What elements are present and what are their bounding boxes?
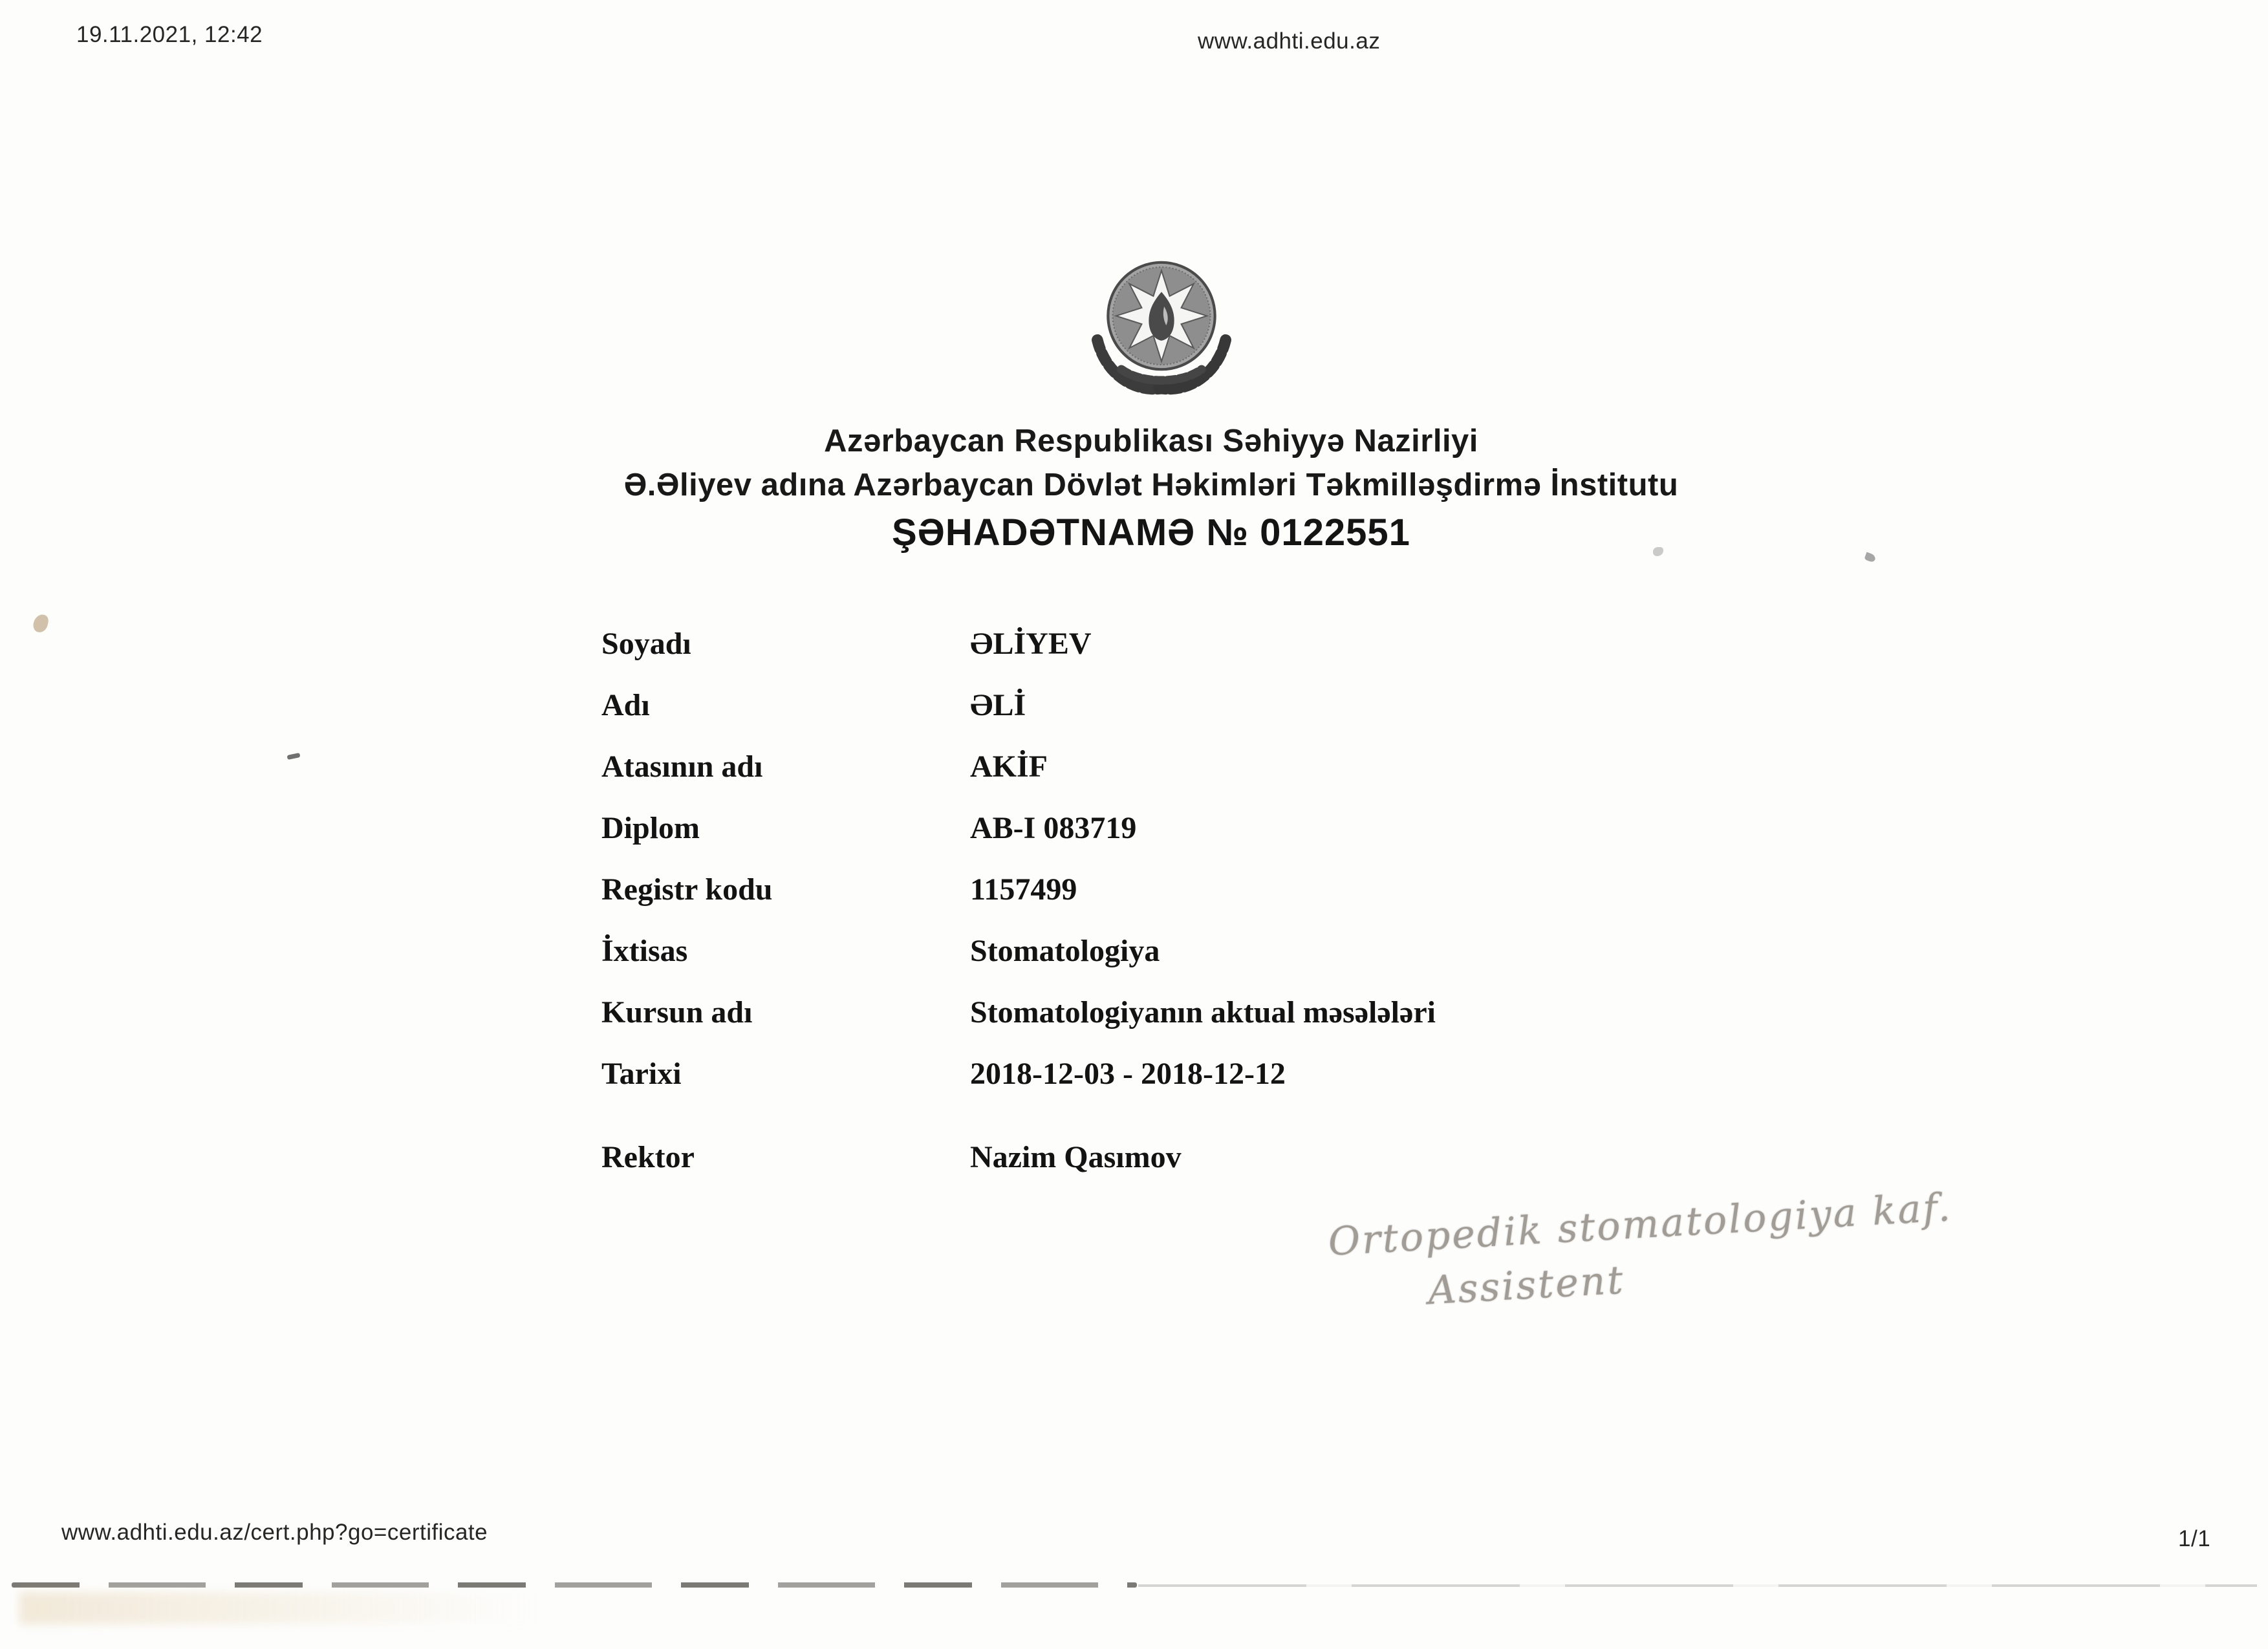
- certificate-title: ŞƏHADƏTNAMƏ № 0122551: [892, 512, 1410, 554]
- field-label: Rektor: [601, 1140, 695, 1174]
- field-row-dates: [601, 1056, 2089, 1117]
- field-row-patronymic: [601, 749, 2089, 810]
- field-label: İxtisas: [601, 934, 688, 968]
- field-label: Soyadı: [601, 627, 691, 661]
- handwritten-note-line2: Assistent: [1427, 1257, 1626, 1314]
- institute-line: Ə.Əliyev adına Azərbaycan Dövlət Həkimləri Təkmilləşdirmə İnstitutu: [623, 468, 1679, 502]
- field-row-rector: [601, 1139, 2089, 1201]
- field-value: 2018-12-03 - 2018-12-12: [970, 1057, 1286, 1091]
- field-row-surname: [601, 626, 2089, 687]
- field-row-diploma: [601, 810, 2089, 872]
- field-value: Stomatologiya: [970, 934, 1160, 968]
- print-footer-url: www.adhti.edu.az/cert.php?go=certificate: [61, 1520, 488, 1545]
- field-value: ƏLİ: [970, 688, 1026, 722]
- scan-edge-band-left: [12, 1582, 1137, 1588]
- scan-stain-speck: [32, 613, 49, 634]
- handwritten-note-line1: Ortopedik stomatologiya kaf.: [1327, 1185, 1954, 1265]
- scan-edge-band-right: [1138, 1584, 2257, 1587]
- scan-dash-speck: [286, 753, 300, 760]
- azerbaijan-state-emblem-icon: [1081, 244, 1242, 406]
- field-row-name: [601, 687, 2089, 749]
- field-value: Nazim Qasımov: [970, 1140, 1182, 1174]
- field-row-specialty: [601, 933, 2089, 995]
- field-label: Diplom: [601, 811, 700, 845]
- scan-speck: [1864, 552, 1876, 563]
- field-label: Atasının adı: [601, 749, 763, 784]
- field-value: Stomatologiyanın aktual məsələləri: [970, 995, 1436, 1029]
- scan-speck: [1653, 547, 1663, 556]
- field-value: AKİF: [970, 749, 1048, 784]
- field-label: Registr kodu: [601, 872, 773, 907]
- document-heading: [36, 419, 2267, 554]
- certificate-fields: [601, 626, 2089, 1201]
- scan-smudge: [19, 1592, 537, 1624]
- print-site-title: www.adhti.edu.az: [1198, 28, 1381, 54]
- field-label: Kursun adı: [601, 995, 753, 1029]
- field-value: AB-I 083719: [970, 811, 1137, 845]
- field-label: Tarixi: [601, 1057, 682, 1091]
- ministry-line: Azərbaycan Respublikası Səhiyyə Nazirliyi: [824, 424, 1478, 458]
- field-row-course-name: [601, 995, 2089, 1056]
- print-datetime: 19.11.2021, 12:42: [76, 22, 263, 47]
- field-value: 1157499: [970, 872, 1077, 907]
- field-value: ƏLİYEV: [970, 627, 1092, 661]
- field-row-registry-code: [601, 872, 2089, 933]
- print-page-number: 1/1: [2178, 1526, 2211, 1551]
- field-label: Adı: [601, 688, 650, 722]
